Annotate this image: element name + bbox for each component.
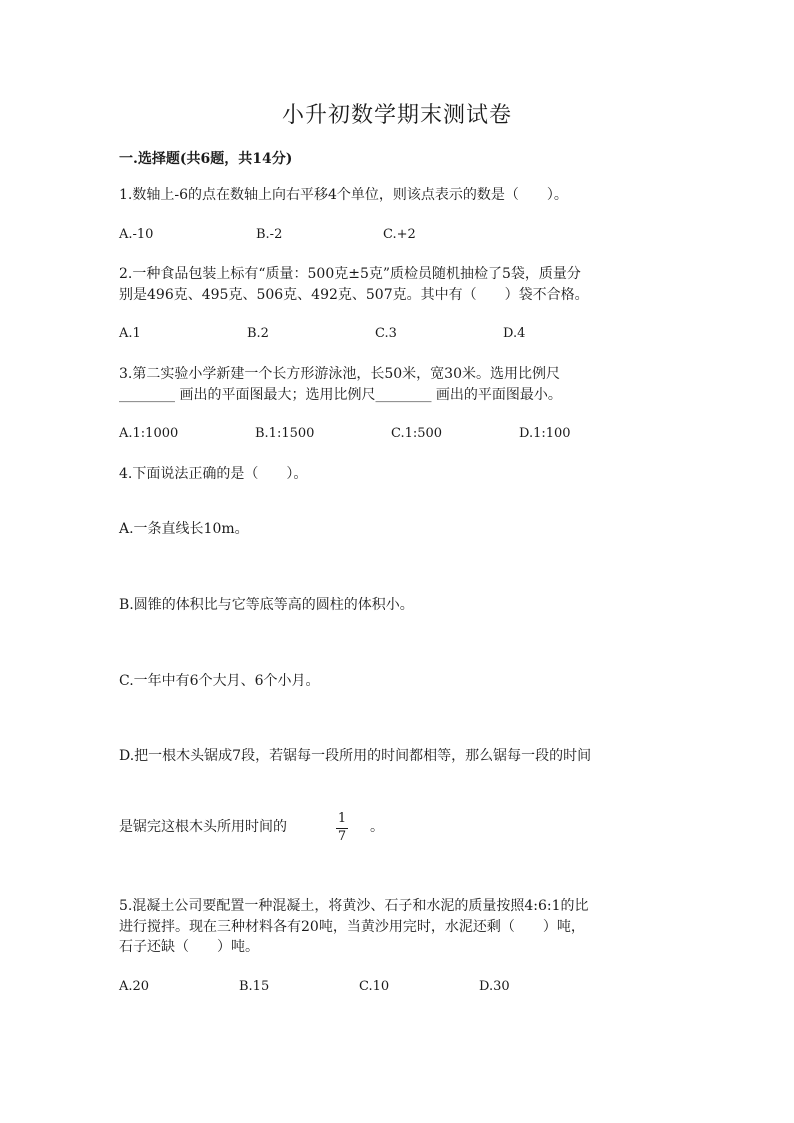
question-2-option-a: A.1 <box>119 326 141 341</box>
question-4-option-c: C.一年中有6个大月、6个小月。 <box>119 673 320 689</box>
question-2-line-2: 别是496克、495克、506克、492克、507克。其中有（ ）袋不合格。 <box>119 287 589 303</box>
question-1-option-c: C.+2 <box>383 227 416 242</box>
question-3-line-1: 3.第二实验小学新建一个长方形游泳池，长50米，宽30米。选用比例尺 <box>119 366 560 382</box>
question-5-line-1: 5.混凝土公司要配置一种混凝土，将黄沙、石子和水泥的质量按照4:6:1的比 <box>119 898 589 914</box>
question-2-line-1: 2.一种食品包装上标有“质量：500克±5克”质检员随机抽检了5袋，质量分 <box>119 266 581 282</box>
question-2-option-b: B.2 <box>247 326 269 341</box>
question-1-option-a: A.-10 <box>119 227 154 242</box>
page-title: 小升初数学期末测试卷 <box>281 103 512 128</box>
question-4-option-a: A.一条直线长10m。 <box>119 521 249 537</box>
question-5-option-b: B.15 <box>239 979 270 994</box>
question-3-option-d: D.1:100 <box>519 426 571 441</box>
question-4-text: 4.下面说法正确的是（ ）。 <box>119 466 308 482</box>
question-1-text: 1.数轴上-6的点在数轴上向右平移4个单位，则该点表示的数是（ ）。 <box>119 187 568 203</box>
fraction-denominator: 7 <box>337 829 347 844</box>
fraction-numerator: 1 <box>337 811 347 826</box>
section-heading: 一.选择题(共6题，共14分) <box>119 151 293 167</box>
question-5-line-3: 石子还缺（ ）吨。 <box>119 939 259 955</box>
question-5-option-d: D.30 <box>479 979 510 994</box>
question-2-option-c: C.3 <box>375 326 397 341</box>
question-3-option-b: B.1:1500 <box>255 426 315 441</box>
question-3-option-a: A.1:1000 <box>119 426 179 441</box>
question-2-option-d: D.4 <box>503 326 526 341</box>
question-5-line-2: 进行搅拌。现在三种材料各有20吨，当黄沙用完时，水泥还剩（ ）吨， <box>119 919 585 935</box>
question-5-option-a: A.20 <box>119 979 150 994</box>
question-4-option-d-line-1: D.把一根木头锯成7段，若锯每一段所用的时间都相等，那么锯每一段的时间 <box>119 748 592 764</box>
question-1-option-b: B.-2 <box>256 227 283 242</box>
question-4-option-b: B.圆锥的体积比与它等底等高的圆柱的体积小。 <box>119 597 414 613</box>
question-3-line-2: ________ 画出的平面图最大；选用比例尺________ 画出的平面图最小。 <box>119 387 562 403</box>
question-5-option-c: C.10 <box>359 979 390 994</box>
question-3-option-c: C.1:500 <box>391 426 443 441</box>
question-4-option-d-end: 。 <box>370 819 384 835</box>
question-4-option-d-line-2: 是锯完这根木头所用时间的 <box>119 819 287 835</box>
